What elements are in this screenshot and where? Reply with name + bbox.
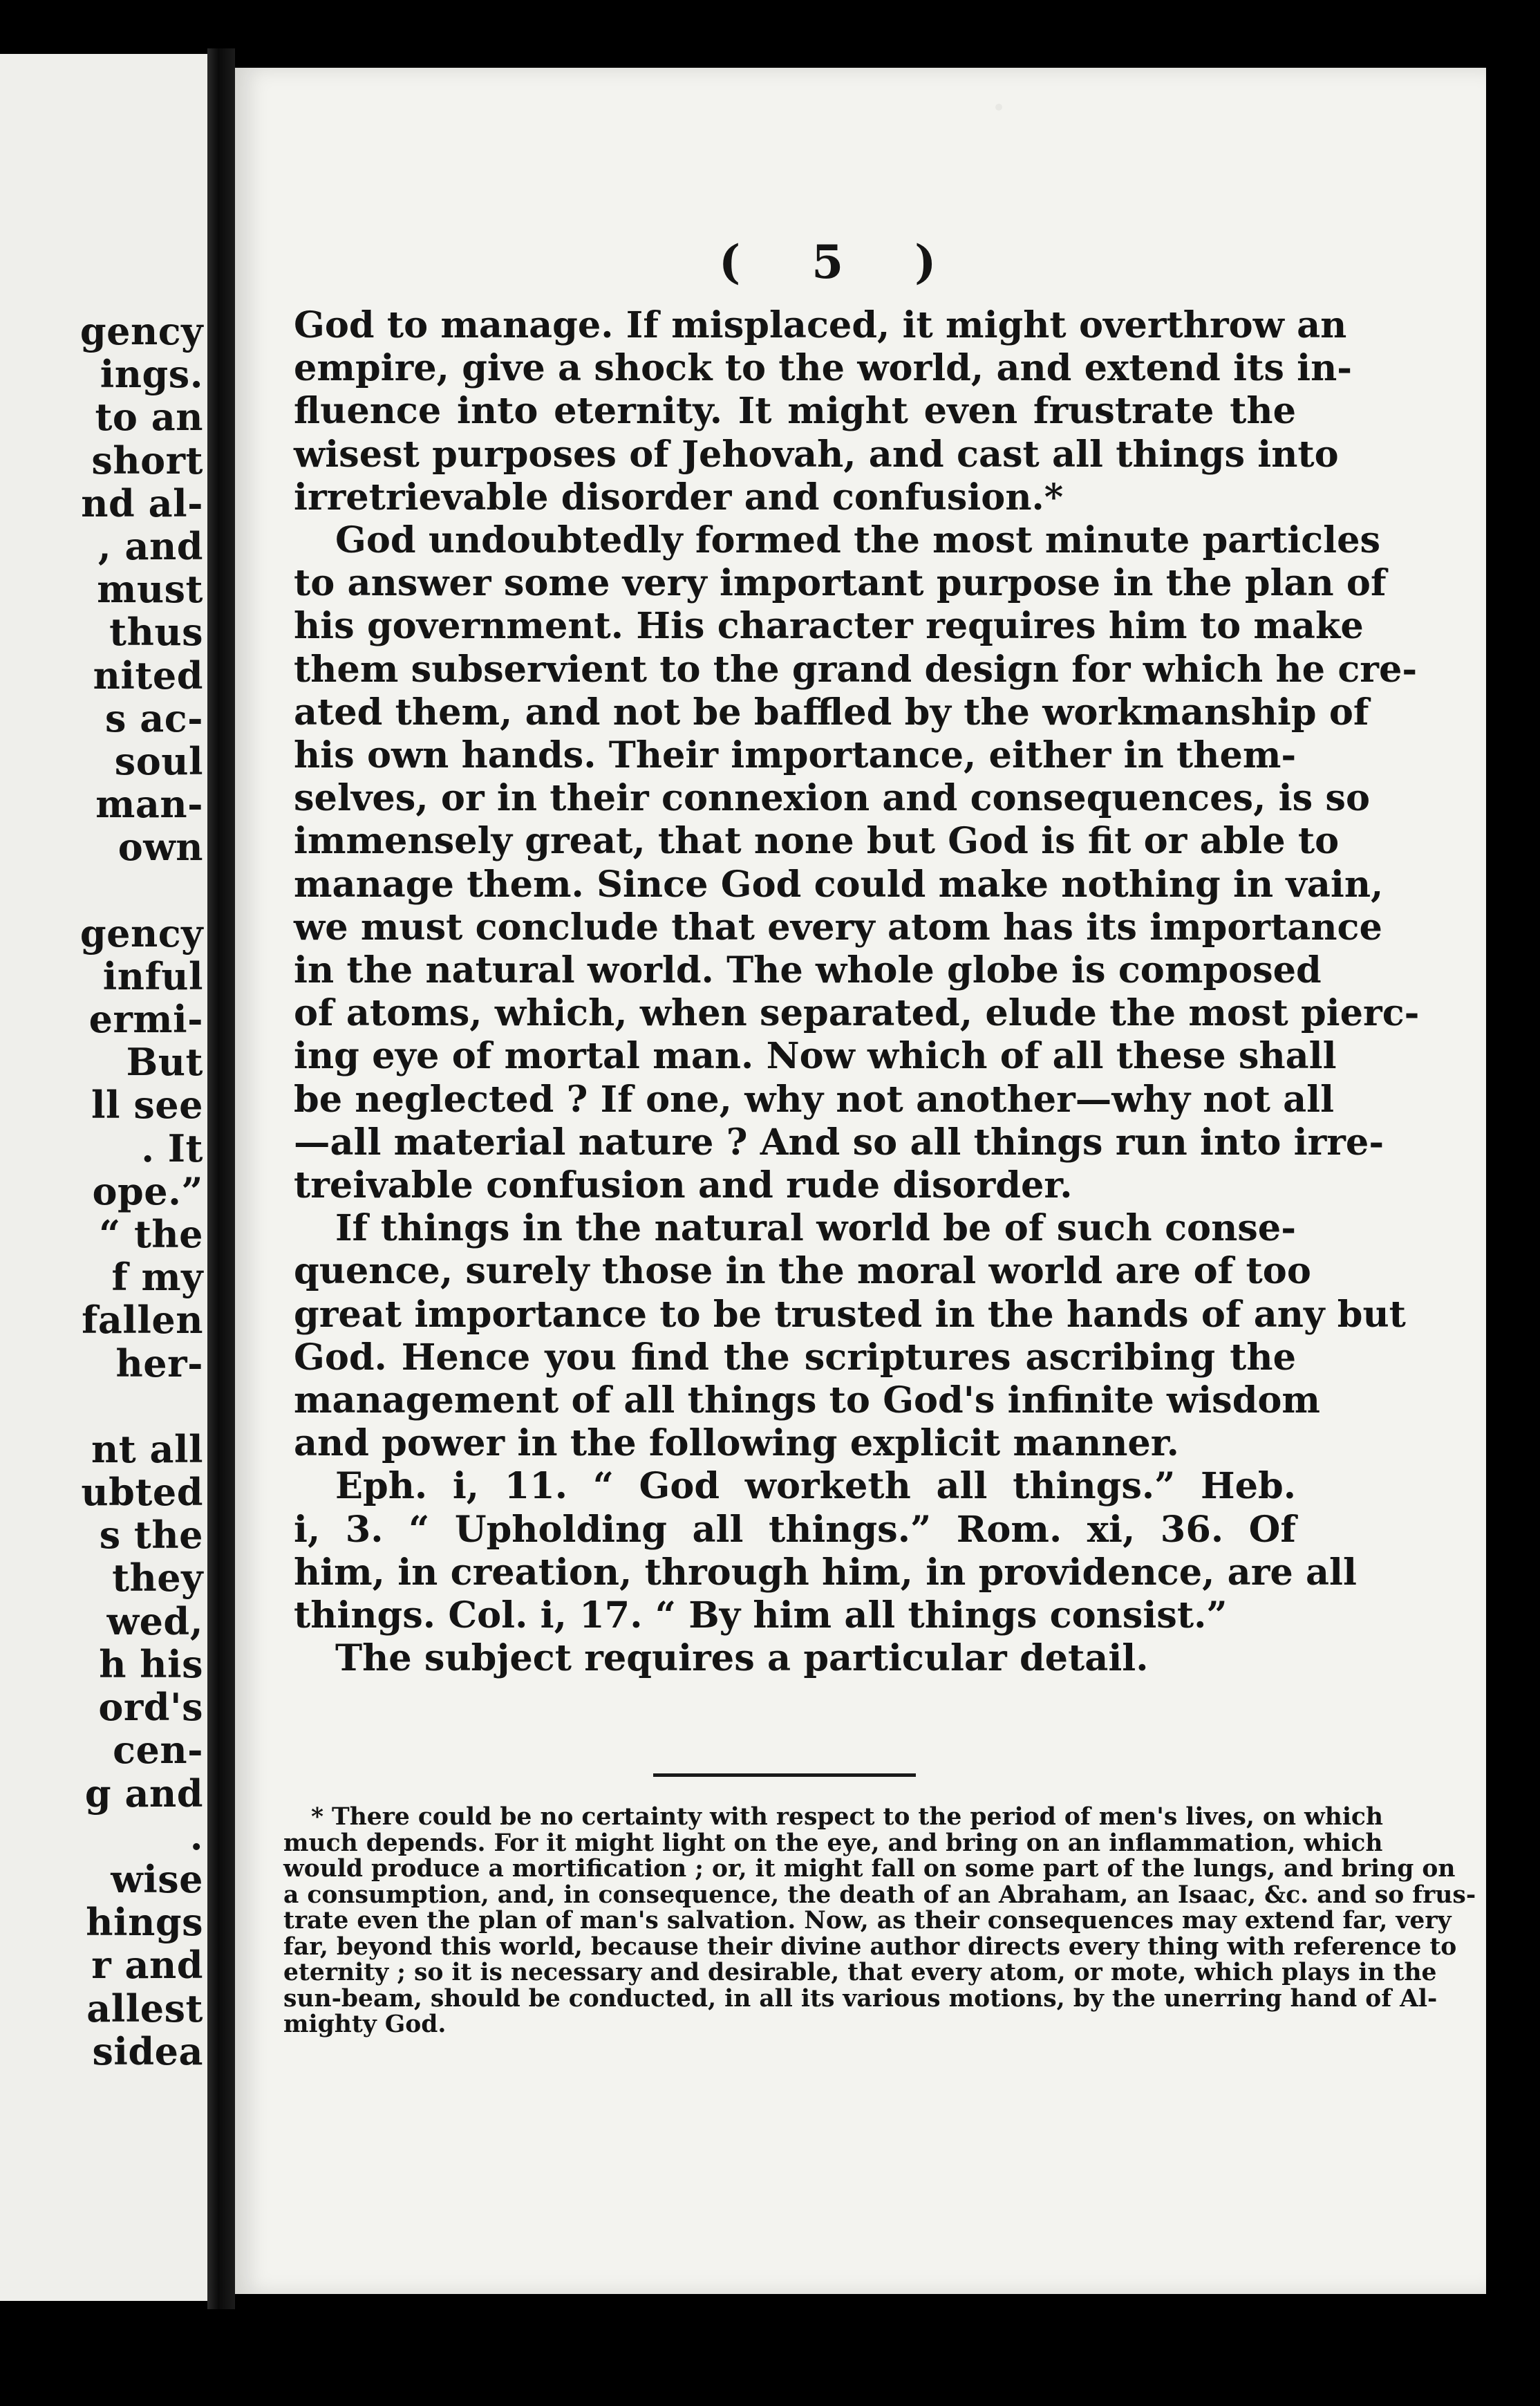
text-line: empire, give a shock to the world, and extend its in- xyxy=(294,347,1353,390)
left-page-line: must xyxy=(97,567,203,612)
text-line: God undoubtedly formed the most minute particles xyxy=(335,519,1381,562)
text-line: ated them, and not be baffled by the workmanship of xyxy=(294,691,1369,734)
footnote-line: would produce a mortification ; or, it might fall on some part of the lungs, and bring on xyxy=(283,1855,1456,1883)
left-page-line: thus xyxy=(109,610,203,655)
left-page-line: hings xyxy=(86,1900,203,1945)
left-page-line: cen- xyxy=(113,1728,203,1773)
text-line: we must conclude that every atom has its importance xyxy=(294,906,1382,949)
left-page-line: gency xyxy=(79,309,203,353)
left-page-line: nited xyxy=(93,653,203,698)
left-page-line: ope.” xyxy=(92,1168,203,1213)
text-line: ing eye of mortal man. Now which of all these shall xyxy=(294,1035,1337,1078)
text-line: to answer some very important purpose in the plan of xyxy=(294,562,1387,605)
left-page-line: her- xyxy=(115,1341,203,1386)
left-page-line: allest xyxy=(86,1986,203,2031)
left-page-line: wise xyxy=(111,1856,203,1901)
left-page-line: s the xyxy=(99,1513,203,1558)
text-line: and power in the following explicit manner. xyxy=(294,1422,1179,1465)
text-line: his government. His character requires him to make xyxy=(294,605,1364,648)
left-page-line: nd al- xyxy=(81,481,203,525)
left-page-text xyxy=(0,310,207,2073)
text-line: management of all things to God's infinite wisdom xyxy=(294,1379,1320,1422)
page-number: ( 5 ) xyxy=(719,235,964,289)
left-page-line: . xyxy=(189,1813,203,1858)
text-line: in the natural world. The whole globe is composed xyxy=(294,949,1322,992)
text-line: i, 3. “ Upholding all things.” Rom. xi, 36. Of xyxy=(294,1508,1296,1551)
footnote-line: mighty God. xyxy=(283,2011,447,2038)
footnote-line: a consumption, and, in consequence, the death of an Abraham, an Isaac, &c. and so frus- xyxy=(283,1881,1476,1909)
text-line: quence, surely those in the moral world are of too xyxy=(294,1250,1311,1293)
left-page-line: they xyxy=(112,1556,203,1601)
left-page-line: s ac- xyxy=(105,696,203,740)
left-page-line: nt all xyxy=(91,1426,203,1471)
footnote-rule xyxy=(653,1773,916,1777)
text-line: selves, or in their connexion and consequences, is so xyxy=(294,777,1370,820)
left-page-line: ll see xyxy=(91,1083,203,1128)
text-line: The subject requires a particular detail. xyxy=(335,1637,1149,1680)
body-text xyxy=(294,304,1420,1681)
left-page-line: sidea xyxy=(92,2029,203,2073)
left-page-line: ermi- xyxy=(88,997,203,1042)
text-line: irretrievable disorder and confusion.* xyxy=(294,476,1064,519)
left-page-line: h his xyxy=(99,1641,203,1686)
left-page-line: But xyxy=(126,1040,203,1085)
left-page-line: short xyxy=(91,438,203,483)
left-page-line: inful xyxy=(102,953,203,998)
text-line: be neglected ? If one, why not another—why not all xyxy=(294,1078,1335,1121)
left-page-line: ord's xyxy=(98,1685,203,1730)
left-page-line xyxy=(0,1385,207,1428)
left-page-line: ubted xyxy=(81,1470,203,1515)
paper-speck xyxy=(995,104,1002,111)
text-line: wisest purposes of Jehovah, and cast all things into xyxy=(294,433,1339,476)
text-line: things. Col. i, 17. “ By him all things consist.” xyxy=(294,1594,1228,1637)
text-line: him, in creation, through him, in providence, are all xyxy=(294,1551,1357,1594)
left-page-line: own xyxy=(118,825,203,870)
text-line: fluence into eternity. It might even frustrate the xyxy=(294,390,1296,433)
footnote-line: eternity ; so it is necessary and desirable, that every atom, or mote, which plays in the xyxy=(283,1959,1437,1986)
left-facing-page xyxy=(0,54,207,2301)
left-page-line: r and xyxy=(91,1943,203,1988)
footnote-line: sun-beam, should be conducted, in all its various motions, by the unerring hand of Al- xyxy=(283,1984,1438,2013)
left-page-line: wed, xyxy=(106,1598,203,1643)
text-line: of atoms, which, when separated, elude the most pierc- xyxy=(294,992,1420,1035)
left-page-line: “ the xyxy=(99,1212,203,1257)
footnote xyxy=(283,1803,1476,2038)
text-line: Eph. i, 11. “ God worketh all things.” Heb. xyxy=(335,1465,1296,1508)
left-page-line: gency xyxy=(79,911,203,955)
text-line: his own hands. Their importance, either in them- xyxy=(294,734,1297,777)
left-page-line: man- xyxy=(95,782,203,827)
text-line: treivable confusion and rude disorder. xyxy=(294,1164,1073,1207)
left-page-line: fallen xyxy=(82,1298,203,1343)
left-page-line: ings. xyxy=(100,352,203,397)
left-page-line: , and xyxy=(97,524,203,569)
left-page-line: g and xyxy=(84,1771,203,1816)
text-line: God to manage. If misplaced, it might overthrow an xyxy=(294,304,1347,346)
footnote-line: * There could be no certainty with respect to the period of men's lives, on which xyxy=(311,1803,1384,1831)
text-line: God. Hence you find the scriptures ascribing the xyxy=(294,1336,1296,1379)
footnote-line: trate even the plan of man's salvation. Now, as their consequences may extend far, very xyxy=(283,1907,1452,1934)
footnote-line: far, beyond this world, because their divine author directs every thing with reference to xyxy=(283,1932,1457,1961)
text-line: them subservient to the grand design for which he cre- xyxy=(294,648,1418,691)
footnote-line: much depends. For it might light on the eye, and bring on an inflammation, which xyxy=(283,1829,1383,1857)
text-line: If things in the natural world be of such conse- xyxy=(335,1207,1296,1250)
book-gutter xyxy=(207,48,235,2309)
text-line: great importance to be trusted in the hands of any but xyxy=(294,1293,1406,1336)
left-page-line: soul xyxy=(114,739,203,784)
text-line: immensely great, that none but God is fit or able to xyxy=(294,820,1340,863)
left-page-line xyxy=(0,869,207,912)
left-page-line: . It xyxy=(141,1126,203,1171)
text-line: manage them. Since God could make nothing in vain, xyxy=(294,863,1384,906)
text-line: —all material nature ? And so all things run into irre- xyxy=(294,1121,1384,1164)
left-page-line: to an xyxy=(95,395,203,440)
left-page-line: f my xyxy=(111,1255,203,1300)
